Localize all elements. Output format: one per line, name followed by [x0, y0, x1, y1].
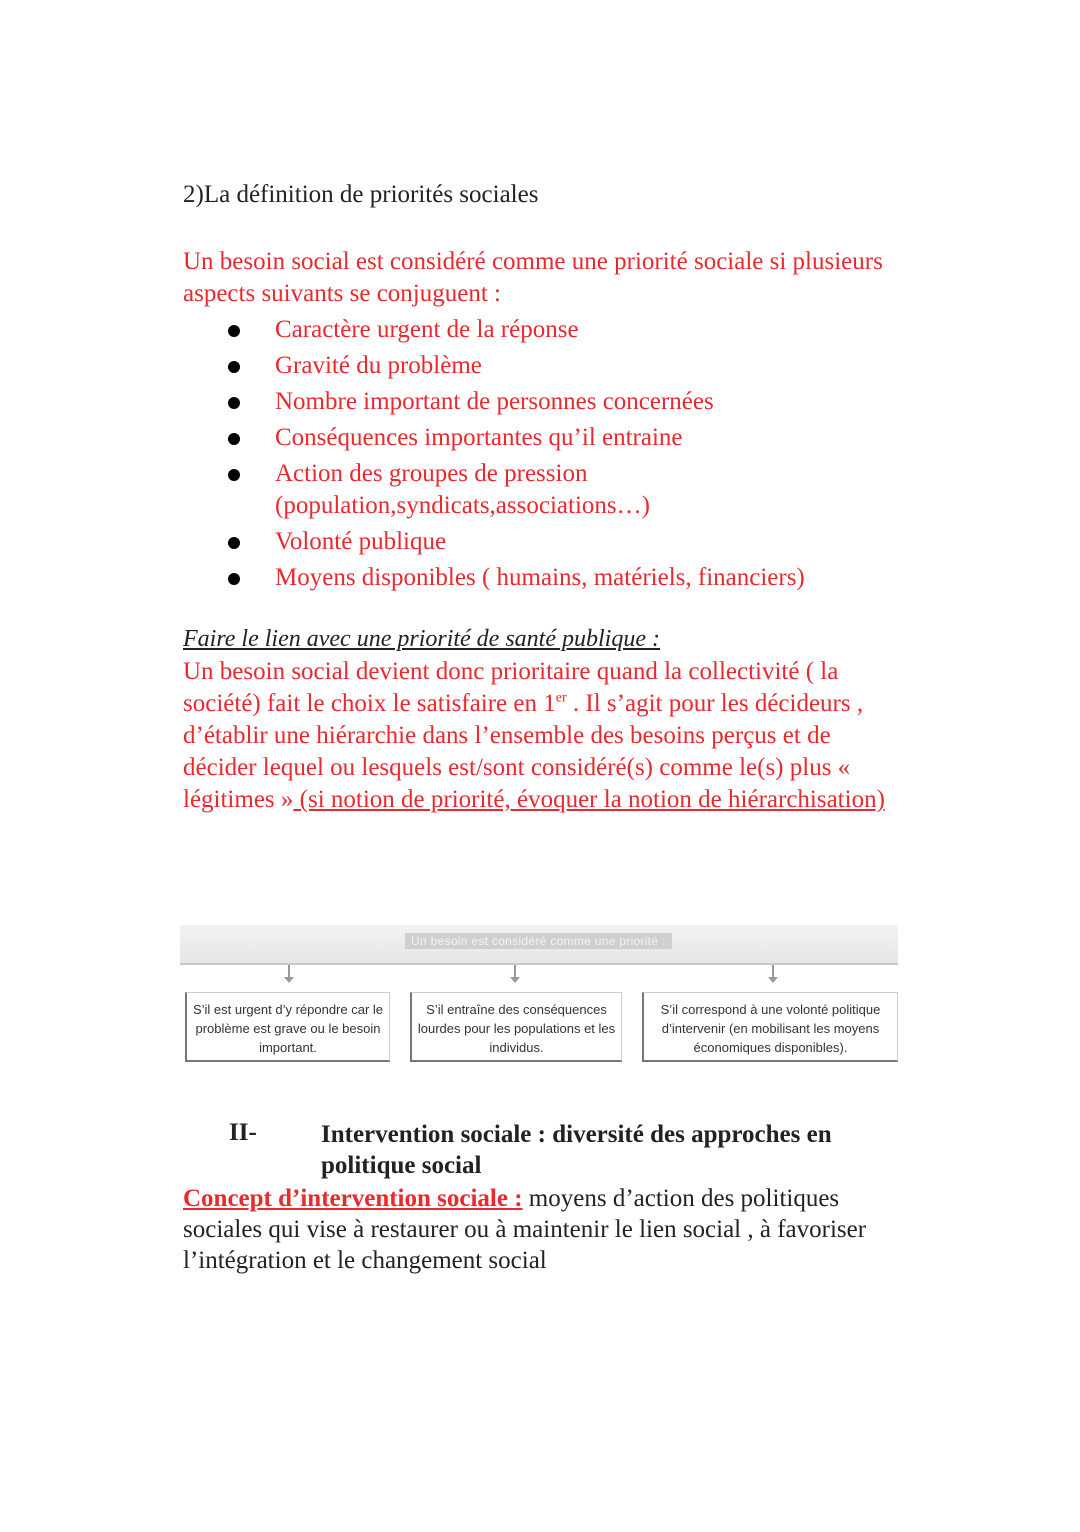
intro-paragraph: Un besoin social est considéré comme une priorité sociale si plusieurs aspects suivants se conjuguent : [183, 248, 883, 307]
bullet-icon [228, 573, 240, 585]
list-item [222, 386, 805, 418]
list-item-text: Gravité du problème [275, 352, 482, 379]
section-heading: Intervention sociale : diversité des approches en politique social [321, 1121, 832, 1179]
concept-label: Concept d’intervention sociale : [183, 1185, 523, 1212]
list-item-text: Action des groupes de pression (population,syndicats,associations…) [275, 460, 650, 519]
list-item [222, 526, 805, 558]
criteria-list [222, 314, 805, 598]
link-text-part2: . Il s’agit pour les décideurs , d’établir une hiérarchie dans l’ensemble des besoins perçus et de décider lequel ou lesquels est/sont considéré(s) comme le(s) plus « légitimes » [183, 690, 864, 813]
diagram-box-political-will: S’il correspond à une volonté politique d’intervenir (en mobilisant les moyens économiques disponibles). [642, 992, 898, 1062]
list-item [222, 314, 805, 346]
bullet-icon [228, 469, 240, 481]
arrow-down-icon [288, 965, 290, 981]
list-item [222, 422, 805, 454]
diagram-box-urgency: S’il est urgent d’y répondre car le problème est grave ou le besoin important. [185, 992, 390, 1062]
link-heading: Faire le lien avec une priorité de santé publique : [183, 626, 660, 652]
priority-diagram [180, 925, 900, 1070]
bullet-icon [228, 397, 240, 409]
arrow-down-icon [772, 965, 774, 981]
list-item-text: Nombre important de personnes concernées [275, 388, 714, 415]
diagram-title: Un besoin est considéré comme une priorité : [405, 933, 672, 949]
list-item-text: Conséquences importantes qu’il entraine [275, 424, 683, 451]
concept-paragraph [183, 1183, 923, 1276]
list-item [222, 350, 805, 382]
link-text-part1: Un besoin social devient donc prioritaire quand la collectivité ( la société) fait le choix le satisfaire en 1 [183, 658, 839, 717]
list-item-text: Volonté publique [275, 528, 447, 555]
link-text-underlined: (si notion de priorité, évoquer la notion de hiérarchisation) [293, 786, 885, 813]
list-item-text: Moyens disponibles ( humains, matériels, financiers) [275, 564, 805, 591]
link-paragraph [183, 656, 903, 816]
list-item-text: Caractère urgent de la réponse [275, 316, 579, 343]
list-item [222, 458, 695, 522]
bullet-icon [228, 433, 240, 445]
arrow-down-icon [514, 965, 516, 981]
section-number: II- [229, 1119, 257, 1146]
diagram-banner [180, 925, 898, 965]
bullet-icon [228, 325, 240, 337]
bullet-icon [228, 361, 240, 373]
list-item [222, 562, 805, 594]
section-title: 2)La définition de priorités sociales [183, 181, 539, 208]
diagram-box-consequences: S’il entraîne des conséquences lourdes pour les populations et les individus. [410, 992, 622, 1062]
concept-text: moyens d’action des politiques sociales qui vise à restaurer ou à maintenir le lien social , à favoriser l’intégration et le changement social [183, 1185, 867, 1274]
bullet-icon [228, 537, 240, 549]
ordinal-superscript: er [555, 690, 567, 706]
